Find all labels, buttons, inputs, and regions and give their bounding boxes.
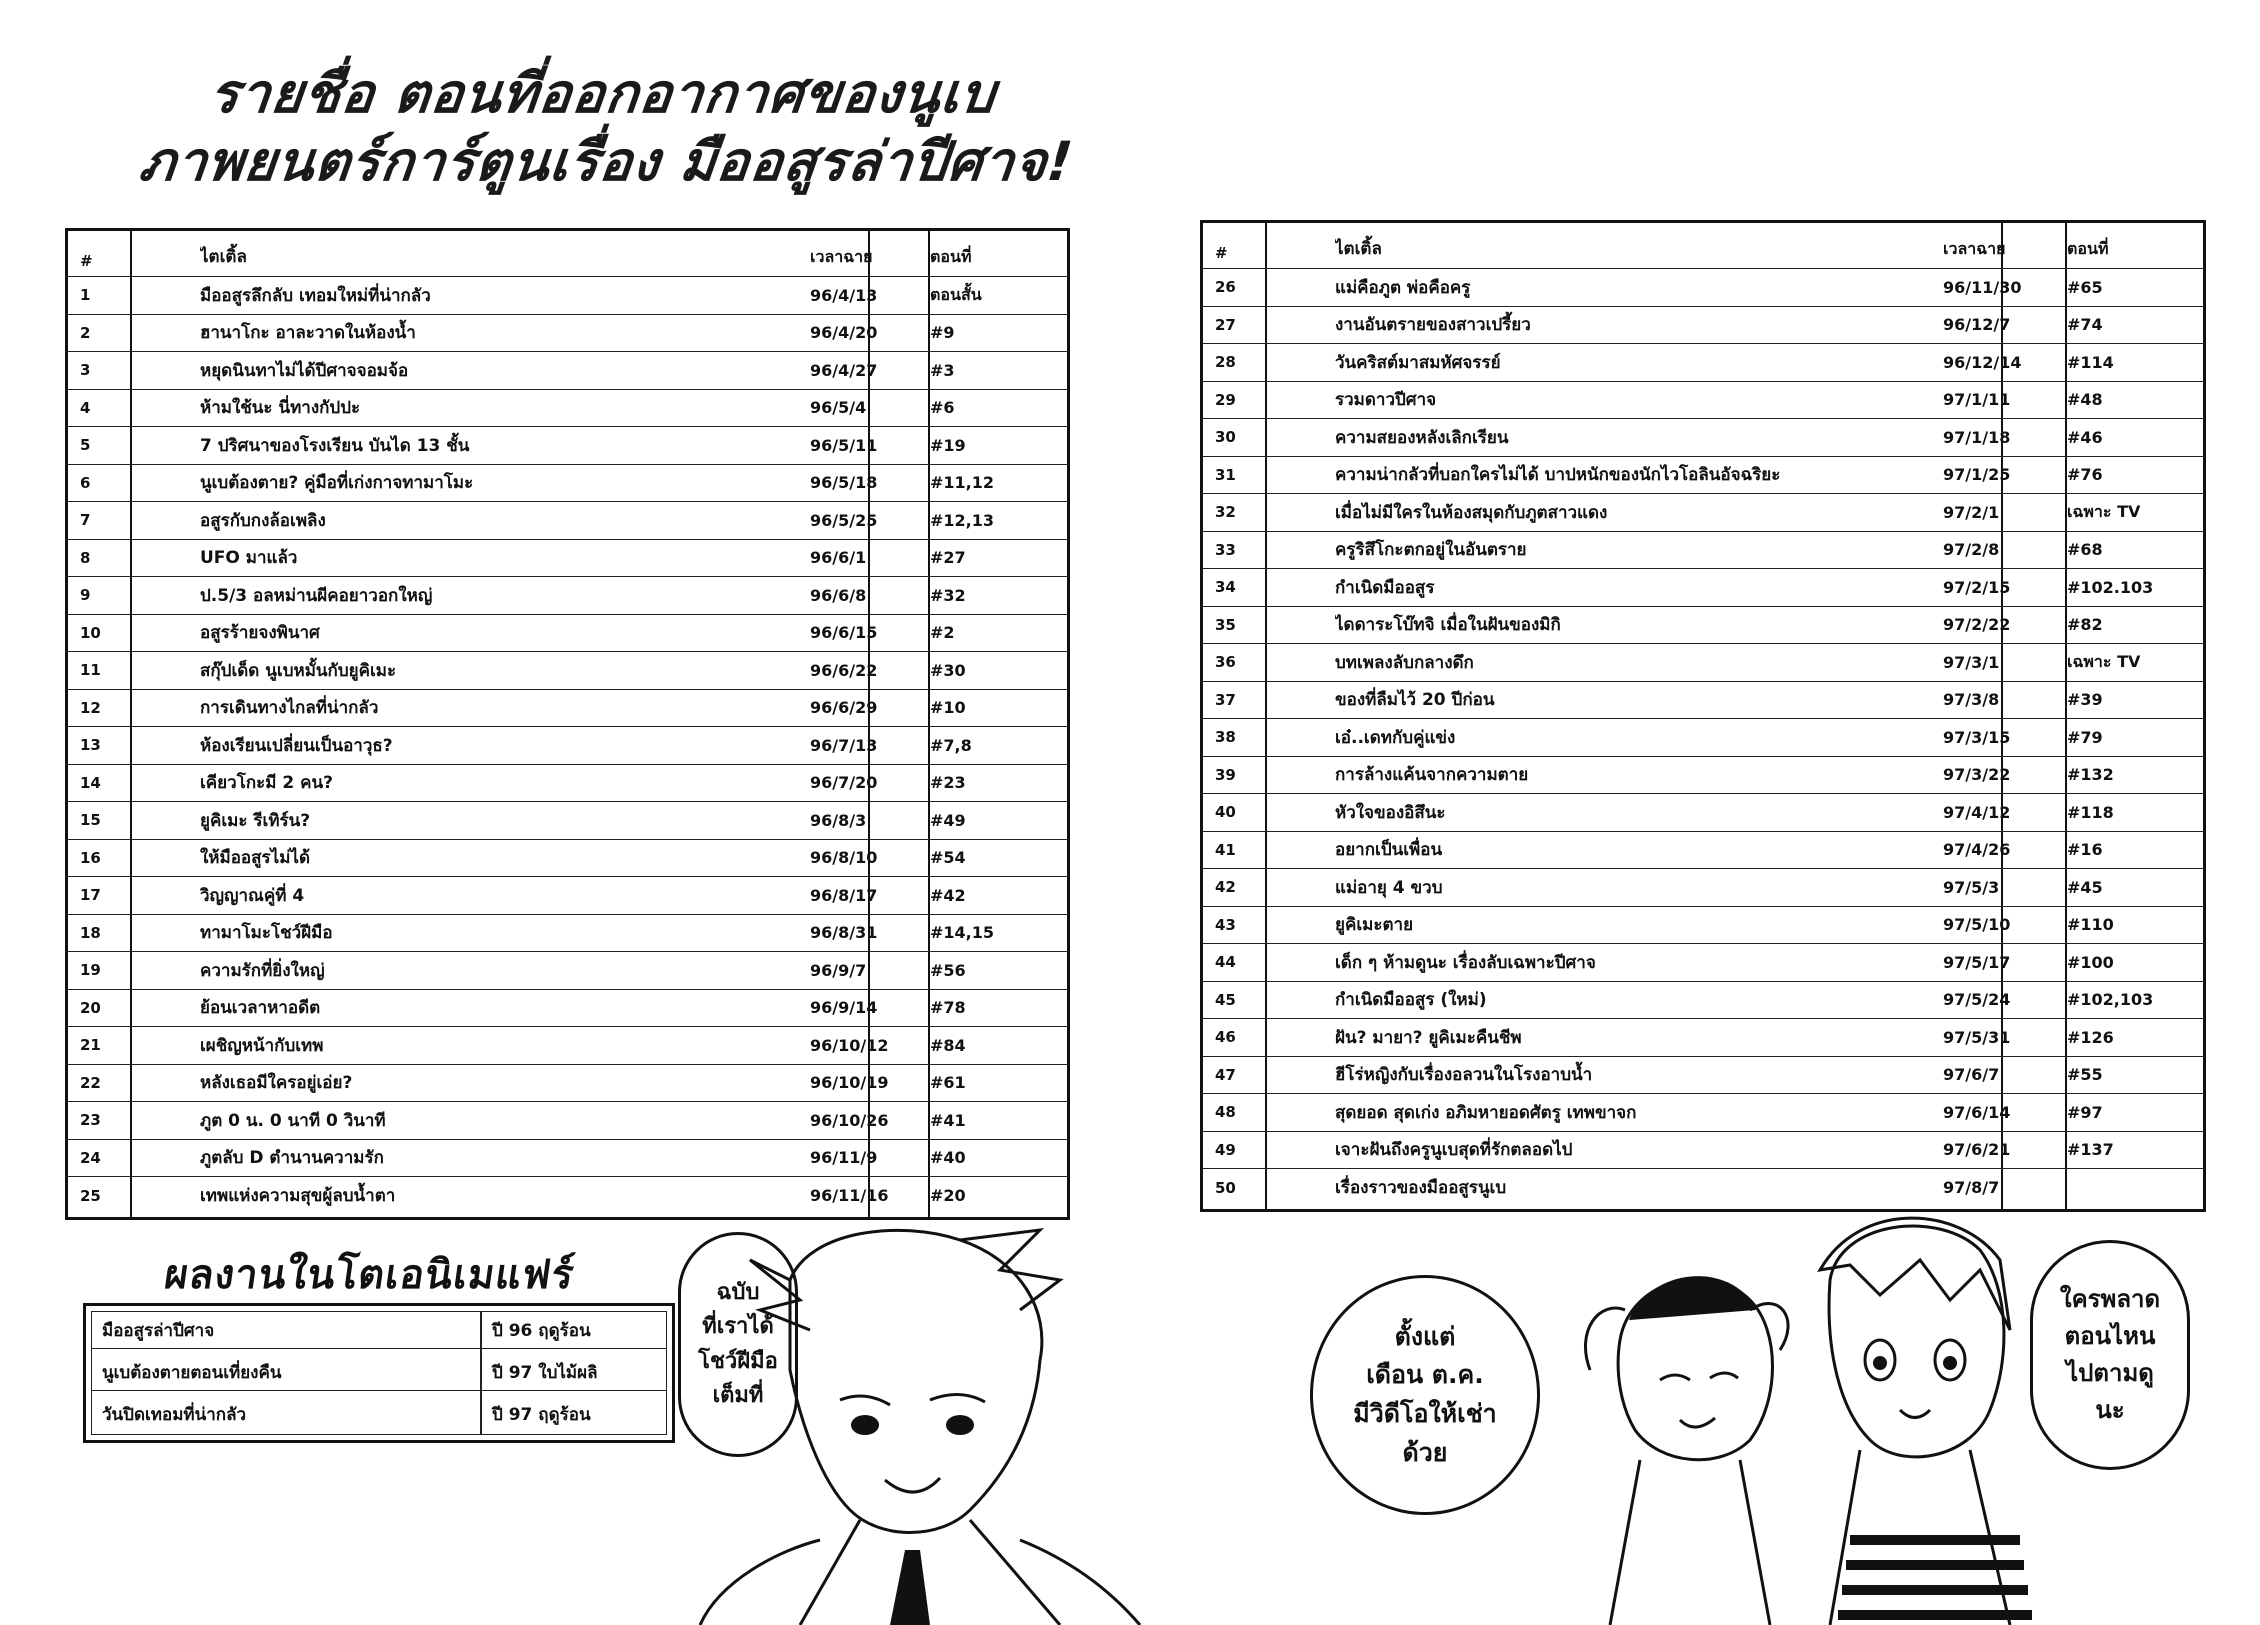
episode-number: 15: [80, 811, 101, 830]
table-row: [1203, 1057, 2203, 1095]
air-date: 97/2/1: [1943, 502, 2000, 522]
episode-number: 11: [80, 661, 101, 680]
table-row: [1203, 569, 2203, 607]
table-row: [1203, 269, 2203, 307]
table-row: [68, 1140, 1067, 1178]
work-title: มืออสูรล่าปีศาจ: [102, 1320, 215, 1341]
air-date: 97/5/10: [1943, 915, 2011, 935]
episode-number: 2: [80, 323, 91, 342]
air-date: 97/3/1: [1943, 652, 2000, 672]
manga-chapter: #7,8: [930, 735, 972, 755]
episode-number: 26: [1215, 278, 1236, 297]
speech-bubble-middle: [1310, 1275, 1540, 1515]
air-date: 96/10/12: [810, 1035, 889, 1055]
episode-title: การล้างแค้นจากความตาย: [1335, 765, 1529, 786]
manga-chapter: #19: [930, 435, 966, 455]
episode-number: 32: [1215, 503, 1236, 522]
episode-number: 49: [1215, 1140, 1236, 1159]
episode-title: ห้องเรียนเปลี่ยนเป็นอาวุธ?: [200, 735, 393, 756]
episode-number: 40: [1215, 803, 1236, 822]
air-date: 96/9/7: [810, 960, 867, 980]
episode-title: อยากเป็นเพื่อน: [1335, 840, 1443, 861]
manga-chapter: #6: [930, 398, 955, 418]
manga-chapter: #14,15: [930, 923, 995, 943]
table-row: [68, 1065, 1067, 1103]
table-row: [68, 990, 1067, 1028]
bubble-text-line: ตอนไหน: [2064, 1321, 2156, 1350]
episode-title: ครูริสึโกะตกอยู่ในอันตราย: [1335, 540, 1527, 561]
air-date: 96/12/7: [1943, 315, 2011, 335]
episode-number: 23: [80, 1111, 101, 1130]
episode-number: 9: [80, 586, 91, 605]
works-row: [92, 1396, 666, 1433]
air-date: 97/2/15: [1943, 577, 2011, 597]
manga-chapter: #118: [2067, 802, 2114, 822]
manga-chapter: #3: [930, 360, 955, 380]
air-date: 96/4/27: [810, 360, 878, 380]
episode-title: ภูต 0 น. 0 นาที 0 วินาที: [200, 1110, 386, 1131]
bubble-text-line: เต็มที่: [712, 1382, 764, 1408]
air-date: 96/5/18: [810, 473, 878, 493]
episode-number: 18: [80, 923, 101, 942]
manga-chapter: #12,13: [930, 510, 995, 530]
episode-title: สกุ๊ปเด็ด นูเบหมั้นกับยูคิเมะ: [200, 660, 397, 681]
table-row: [1203, 1169, 2203, 1207]
manga-chapter: #79: [2067, 727, 2103, 747]
episode-number: 4: [80, 398, 91, 417]
air-date: 96/10/19: [810, 1073, 889, 1093]
table-row: [68, 652, 1067, 690]
episode-number: 47: [1215, 1065, 1236, 1084]
episode-number: 16: [80, 848, 101, 867]
manga-chapter: #23: [930, 773, 966, 793]
manga-chapter: #48: [2067, 390, 2103, 410]
table-row: [68, 840, 1067, 878]
header-num: #: [1215, 244, 1228, 262]
episode-number: 1: [80, 286, 91, 305]
air-date: 96/11/16: [810, 1186, 889, 1206]
table-row: [1203, 307, 2203, 345]
manga-chapter: #39: [2067, 690, 2103, 710]
episode-title: เมื่อไม่มีใครในห้องสมุดกับภูตสาวแดง: [1335, 502, 1608, 523]
works-row: [92, 1312, 666, 1349]
manga-chapter: #40: [930, 1148, 966, 1168]
manga-chapter: #10: [930, 698, 966, 718]
manga-chapter: #82: [2067, 615, 2103, 635]
manga-chapter: #102,103: [2067, 990, 2154, 1010]
table-row: [68, 427, 1067, 465]
episode-number: 42: [1215, 878, 1236, 897]
manga-chapter: #110: [2067, 915, 2114, 935]
table-row: [68, 540, 1067, 578]
episode-title: ป.5/3 อลหม่านผีคอยาวอกใหญ่: [200, 585, 433, 606]
bubble-text-line: ที่เราได้: [702, 1314, 774, 1340]
episode-table-right: [1200, 220, 2206, 1212]
episode-number: 43: [1215, 915, 1236, 934]
air-date: 97/4/26: [1943, 840, 2011, 860]
episode-title: วันคริสต์มาสมหัศจรรย์: [1335, 352, 1501, 373]
header-episode: ตอนที่: [2067, 239, 2109, 258]
table-row: [1203, 607, 2203, 645]
air-date: 96/5/11: [810, 435, 878, 455]
episode-title: ยูคิเมะ รีเทิร์น?: [200, 810, 311, 831]
table-row: [68, 952, 1067, 990]
header-date: เวลาฉาย: [810, 247, 873, 266]
manga-chapter: [2067, 1169, 2207, 1207]
episode-title: บทเพลงลับกลางดึก: [1335, 652, 1474, 673]
episode-title: 7 ปริศนาของโรงเรียน บันได 13 ชั้น: [200, 435, 470, 456]
air-date: 96/7/13: [810, 735, 878, 755]
episode-number: 14: [80, 773, 101, 792]
works-table: [83, 1303, 675, 1443]
episode-title: กำเนิดมืออสูร (ใหม่): [1335, 990, 1487, 1011]
work-season: ปี 96 ฤดูร้อน: [492, 1320, 591, 1341]
manga-chapter: #132: [2067, 765, 2114, 785]
air-date: 97/5/24: [1943, 990, 2011, 1010]
table-row: [68, 877, 1067, 915]
episode-title: ของที่ลืมไว้ 20 ปีก่อน: [1335, 690, 1495, 711]
air-date: 96/12/14: [1943, 352, 2022, 372]
episode-number: 31: [1215, 465, 1236, 484]
table-row: [1203, 982, 2203, 1020]
episode-number: 44: [1215, 953, 1236, 972]
episode-title: ฝัน? มายา? ยูคิเมะคืนชีพ: [1335, 1027, 1522, 1048]
manga-chapter: #20: [930, 1186, 966, 1206]
table-row: [68, 615, 1067, 653]
episode-number: 36: [1215, 653, 1236, 672]
episode-number: 50: [1215, 1178, 1236, 1197]
episode-title: แม่คือภูต พ่อคือครู: [1335, 277, 1471, 298]
episode-number: 5: [80, 436, 91, 455]
work-season: ปี 97 ฤดูร้อน: [492, 1405, 591, 1425]
air-date: 96/6/8: [810, 585, 867, 605]
air-date: 96/6/1: [810, 548, 867, 568]
table-row: [1203, 344, 2203, 382]
episode-number: 21: [80, 1036, 101, 1055]
speech-bubble-right: [2030, 1240, 2190, 1470]
table-row: [68, 277, 1067, 315]
manga-chapter: #9: [930, 323, 955, 343]
table-row: [1203, 1019, 2203, 1057]
air-date: 96/8/17: [810, 885, 878, 905]
header-date: เวลาฉาย: [1943, 239, 2006, 258]
table-row: [1203, 944, 2203, 982]
table-row: [1203, 1132, 2203, 1170]
manga-chapter: #45: [2067, 877, 2103, 897]
table-row: [1203, 382, 2203, 420]
table-row: [1203, 419, 2203, 457]
episode-number: 12: [80, 698, 101, 717]
air-date: 97/1/18: [1943, 427, 2011, 447]
manga-chapter: #137: [2067, 1140, 2114, 1160]
table-row: [1203, 869, 2203, 907]
episode-title: ให้มืออสูรไม่ได้: [200, 848, 310, 869]
episode-number: 30: [1215, 428, 1236, 447]
character-illustration-teacher: [640, 1220, 1160, 1625]
manga-chapter: #16: [2067, 840, 2103, 860]
episode-title: สุดยอด สุดเก่ง อภิมหายอดศัตรู เทพขาจก: [1335, 1102, 1637, 1123]
episode-number: 20: [80, 998, 101, 1017]
manga-chapter: #56: [930, 960, 966, 980]
manga-chapter: #32: [930, 585, 966, 605]
work-season: ปี 97 ใบไม้ผลิ: [492, 1362, 598, 1383]
episode-title: ความสยองหลังเลิกเรียน: [1335, 427, 1509, 448]
episode-title: หลังเธอมีใครอยู่เอ่ย?: [200, 1073, 353, 1094]
page-title-line-1: รายชื่อ ตอนที่ออกอากาศของนูเบ: [206, 62, 1000, 125]
episode-number: 13: [80, 736, 101, 755]
table-row: [68, 802, 1067, 840]
bubble-text-line: นะ: [2095, 1396, 2125, 1425]
episode-number: 39: [1215, 765, 1236, 784]
episode-number: 41: [1215, 840, 1236, 859]
table-row: [1203, 644, 2203, 682]
episode-number: 34: [1215, 578, 1236, 597]
episode-title: ฮานาโกะ อาละวาดในห้องน้ำ: [200, 323, 416, 344]
bubble-text-line: ใครพลาด: [2059, 1284, 2161, 1313]
episode-number: 27: [1215, 315, 1236, 334]
episode-title: ภูตลับ D ตำนานความรัก: [200, 1148, 384, 1169]
manga-chapter: #126: [2067, 1027, 2114, 1047]
table-row: [1203, 719, 2203, 757]
table-row: [1203, 457, 2203, 495]
air-date: 97/2/8: [1943, 540, 2000, 560]
table-row: [68, 390, 1067, 428]
episode-title: ห้ามใช้นะ นี่ทางกัปปะ: [200, 398, 361, 419]
table-row: [68, 315, 1067, 353]
episode-title: หยุดนินทาไม่ได้ปีศาจจอมจ้อ: [200, 360, 409, 381]
table-row: [1203, 494, 2203, 532]
bubble-text-line: ด้วย: [1402, 1437, 1448, 1467]
episode-title: รวมดาวปีศาจ: [1335, 390, 1437, 411]
manga-chapter: #97: [2067, 1102, 2103, 1122]
episode-title: UFO มาแล้ว: [200, 548, 298, 569]
work-title: นูเบต้องตายตอนเที่ยงคืน: [102, 1362, 282, 1383]
table-row: [68, 765, 1067, 803]
episode-title: แม่อายุ 4 ขวบ: [1335, 877, 1443, 898]
episode-title: วิญญาณคู่ที่ 4: [200, 885, 305, 906]
manga-chapter: #114: [2067, 352, 2114, 372]
table-row: [68, 1027, 1067, 1065]
air-date: 97/1/25: [1943, 465, 2011, 485]
episode-number: 35: [1215, 615, 1236, 634]
air-date: 97/1/11: [1943, 390, 2011, 410]
work-title: วันปิดเทอมที่น่ากลัว: [102, 1405, 247, 1425]
air-date: 97/8/7: [1943, 1178, 2000, 1198]
manga-chapter: #65: [2067, 277, 2103, 297]
manga-chapter: #30: [930, 660, 966, 680]
air-date: 96/8/3: [810, 810, 867, 830]
table-row: [1203, 682, 2203, 720]
episode-number: 38: [1215, 728, 1236, 747]
table-row: [68, 1177, 1067, 1215]
episode-number: 6: [80, 473, 91, 492]
episode-number: 7: [80, 511, 91, 530]
episode-number: 8: [80, 548, 91, 567]
episode-title: นูเบต้องตาย? คู่มือที่เก่งกาจทามาโมะ: [200, 473, 474, 494]
bubble-text-line: ไปตามดู: [2066, 1359, 2154, 1387]
episode-title: อสูรร้ายจงพินาศ: [200, 623, 320, 644]
table-row: [68, 352, 1067, 390]
episode-number: 25: [80, 1186, 101, 1205]
table-row: [68, 690, 1067, 728]
table-header-row: [68, 231, 1067, 277]
air-date: 96/4/20: [810, 323, 878, 343]
table-row: [1203, 757, 2203, 795]
air-date: 97/4/12: [1943, 802, 2011, 822]
episode-number: 45: [1215, 990, 1236, 1009]
manga-chapter: #27: [930, 548, 966, 568]
manga-chapter: #61: [930, 1073, 966, 1093]
air-date: 97/2/22: [1943, 615, 2011, 635]
manga-chapter: #76: [2067, 465, 2103, 485]
episode-number: 24: [80, 1148, 101, 1167]
works-heading: ผลงานในโตเอนิเมแฟร์: [161, 1252, 578, 1298]
air-date: 96/5/25: [810, 510, 878, 530]
table-row: [1203, 832, 2203, 870]
manga-chapter: #46: [2067, 427, 2103, 447]
air-date: 97/5/3: [1943, 877, 2000, 897]
episode-title: เคียวโกะมี 2 คน?: [200, 773, 333, 794]
table-row: [1203, 1094, 2203, 1132]
episode-title: หัวใจของอิสึนะ: [1335, 802, 1446, 823]
header-episode: ตอนที่: [930, 247, 972, 266]
episode-title: เจาะฝันถึงครูนูเบสุดที่รักตลอดไป: [1335, 1140, 1573, 1161]
air-date: 96/10/26: [810, 1110, 889, 1130]
episode-number: 10: [80, 623, 101, 642]
episode-number: 48: [1215, 1103, 1236, 1122]
air-date: 96/11/9: [810, 1148, 878, 1168]
manga-chapter: #102.103: [2067, 577, 2154, 597]
air-date: 97/3/15: [1943, 727, 2011, 747]
episode-table-left: [65, 228, 1070, 1220]
manga-chapter: เฉพาะ TV: [2067, 651, 2141, 671]
air-date: 97/6/7: [1943, 1065, 2000, 1085]
manga-chapter: #55: [2067, 1065, 2103, 1085]
manga-chapter: #74: [2067, 315, 2103, 335]
table-row: [68, 915, 1067, 953]
episode-number: 19: [80, 961, 101, 980]
episode-number: 29: [1215, 390, 1236, 409]
table-row: [1203, 907, 2203, 945]
episode-title: ความน่ากลัวที่บอกใครไม่ได้ บาปหนักของนักไวโอลินอัจฉริยะ: [1335, 465, 1781, 486]
air-date: 97/3/22: [1943, 765, 2011, 785]
episode-number: 22: [80, 1073, 101, 1092]
table-row: [68, 1102, 1067, 1140]
header-num: #: [80, 252, 93, 270]
bubble-text-line: ฉบับ: [716, 1280, 760, 1306]
air-date: 96/11/30: [1943, 277, 2022, 297]
episode-title: เอ๋..เดทกับคู่แข่ง: [1335, 727, 1456, 748]
bubble-text-line: มีวิดีโอให้เช่า: [1353, 1399, 1497, 1428]
air-date: 96/6/29: [810, 698, 878, 718]
episode-title: ย้อนเวลาหาอดีต: [200, 998, 321, 1019]
episode-title: เทพแห่งความสุขผู้ลบน้ำตา: [200, 1186, 396, 1207]
manga-chapter: #78: [930, 998, 966, 1018]
table-row: [68, 502, 1067, 540]
episode-title: เด็ก ๆ ห้ามดูนะ เรื่องลับเฉพาะปีศาจ: [1335, 952, 1596, 973]
episode-title: ทามาโมะโชว์ฝีมือ: [200, 923, 333, 944]
air-date: 96/9/14: [810, 998, 878, 1018]
air-date: 96/6/22: [810, 660, 878, 680]
episode-number: 28: [1215, 353, 1236, 372]
air-date: 96/6/15: [810, 623, 878, 643]
air-date: 96/5/4: [810, 398, 867, 418]
air-date: 96/8/10: [810, 848, 878, 868]
manga-chapter: ตอนสั้น: [930, 284, 982, 304]
air-date: 97/5/31: [1943, 1027, 2011, 1047]
episode-number: 17: [80, 886, 101, 905]
table-row: [68, 727, 1067, 765]
air-date: 96/7/20: [810, 773, 878, 793]
episode-number: 3: [80, 361, 91, 380]
air-date: 97/3/8: [1943, 690, 2000, 710]
episode-title: ฮีโร่หญิงกับเรื่องอลวนในโรงอาบน้ำ: [1335, 1065, 1593, 1086]
manga-chapter: เฉพาะ TV: [2067, 501, 2141, 521]
episode-title: ไดดาระโบ๊ทจิ เมื่อในฝันของมิกิ: [1335, 615, 1561, 636]
character-illustration-students: [1580, 1210, 2040, 1625]
episode-title: งานอันตรายของสาวเปรี้ยว: [1335, 315, 1531, 336]
works-row: [92, 1354, 666, 1391]
episode-title: ยูคิเมะตาย: [1335, 915, 1414, 936]
episode-title: มืออสูรลึกลับ เทอมใหม่ที่น่ากลัว: [200, 285, 431, 306]
episode-title: เผชิญหน้ากับเทพ: [200, 1035, 324, 1056]
manga-chapter: #54: [930, 848, 966, 868]
episode-title: ความรักที่ยิ่งใหญ่: [200, 960, 325, 981]
table-row: [68, 577, 1067, 615]
manga-chapter: #42: [930, 885, 966, 905]
bubble-text-line: ตั้งแต่: [1394, 1321, 1456, 1351]
bubble-text-line: เดือน ต.ค.: [1366, 1360, 1484, 1390]
manga-chapter: #2: [930, 623, 955, 643]
episode-title: เรื่องราวของมืออสูรนูเบ: [1335, 1178, 1507, 1199]
episode-title: กำเนิดมืออสูร: [1335, 577, 1435, 598]
manga-chapter: #100: [2067, 952, 2114, 972]
air-date: 97/5/17: [1943, 952, 2011, 972]
header-title: ไตเติ้ล: [1335, 239, 1382, 259]
table-header-row: [1203, 223, 2203, 269]
page-title-line-2: ภาพยนตร์การ์ตูนเรื่อง มืออสูรล่าปีศาจ!: [136, 130, 1077, 193]
table-row: [68, 465, 1067, 503]
episode-number: 33: [1215, 540, 1236, 559]
air-date: 96/4/13: [810, 285, 878, 305]
header-title: ไตเติ้ล: [200, 247, 247, 267]
manga-chapter: #11,12: [930, 473, 995, 493]
manga-chapter: #84: [930, 1035, 966, 1055]
table-row: [1203, 794, 2203, 832]
manga-chapter: #68: [2067, 540, 2103, 560]
bubble-text-line: โชว์ฝีมือ: [698, 1348, 778, 1374]
table-row: [1203, 532, 2203, 570]
air-date: 96/8/31: [810, 923, 878, 943]
manga-chapter: #49: [930, 810, 966, 830]
episode-number: 46: [1215, 1028, 1236, 1047]
episode-title: การเดินทางไกลที่น่ากลัว: [200, 698, 379, 719]
episode-title: อสูรกับกงล้อเพลิง: [200, 510, 326, 531]
episode-number: 37: [1215, 690, 1236, 709]
manga-chapter: #41: [930, 1110, 966, 1130]
air-date: 97/6/14: [1943, 1102, 2011, 1122]
air-date: 97/6/21: [1943, 1140, 2011, 1160]
